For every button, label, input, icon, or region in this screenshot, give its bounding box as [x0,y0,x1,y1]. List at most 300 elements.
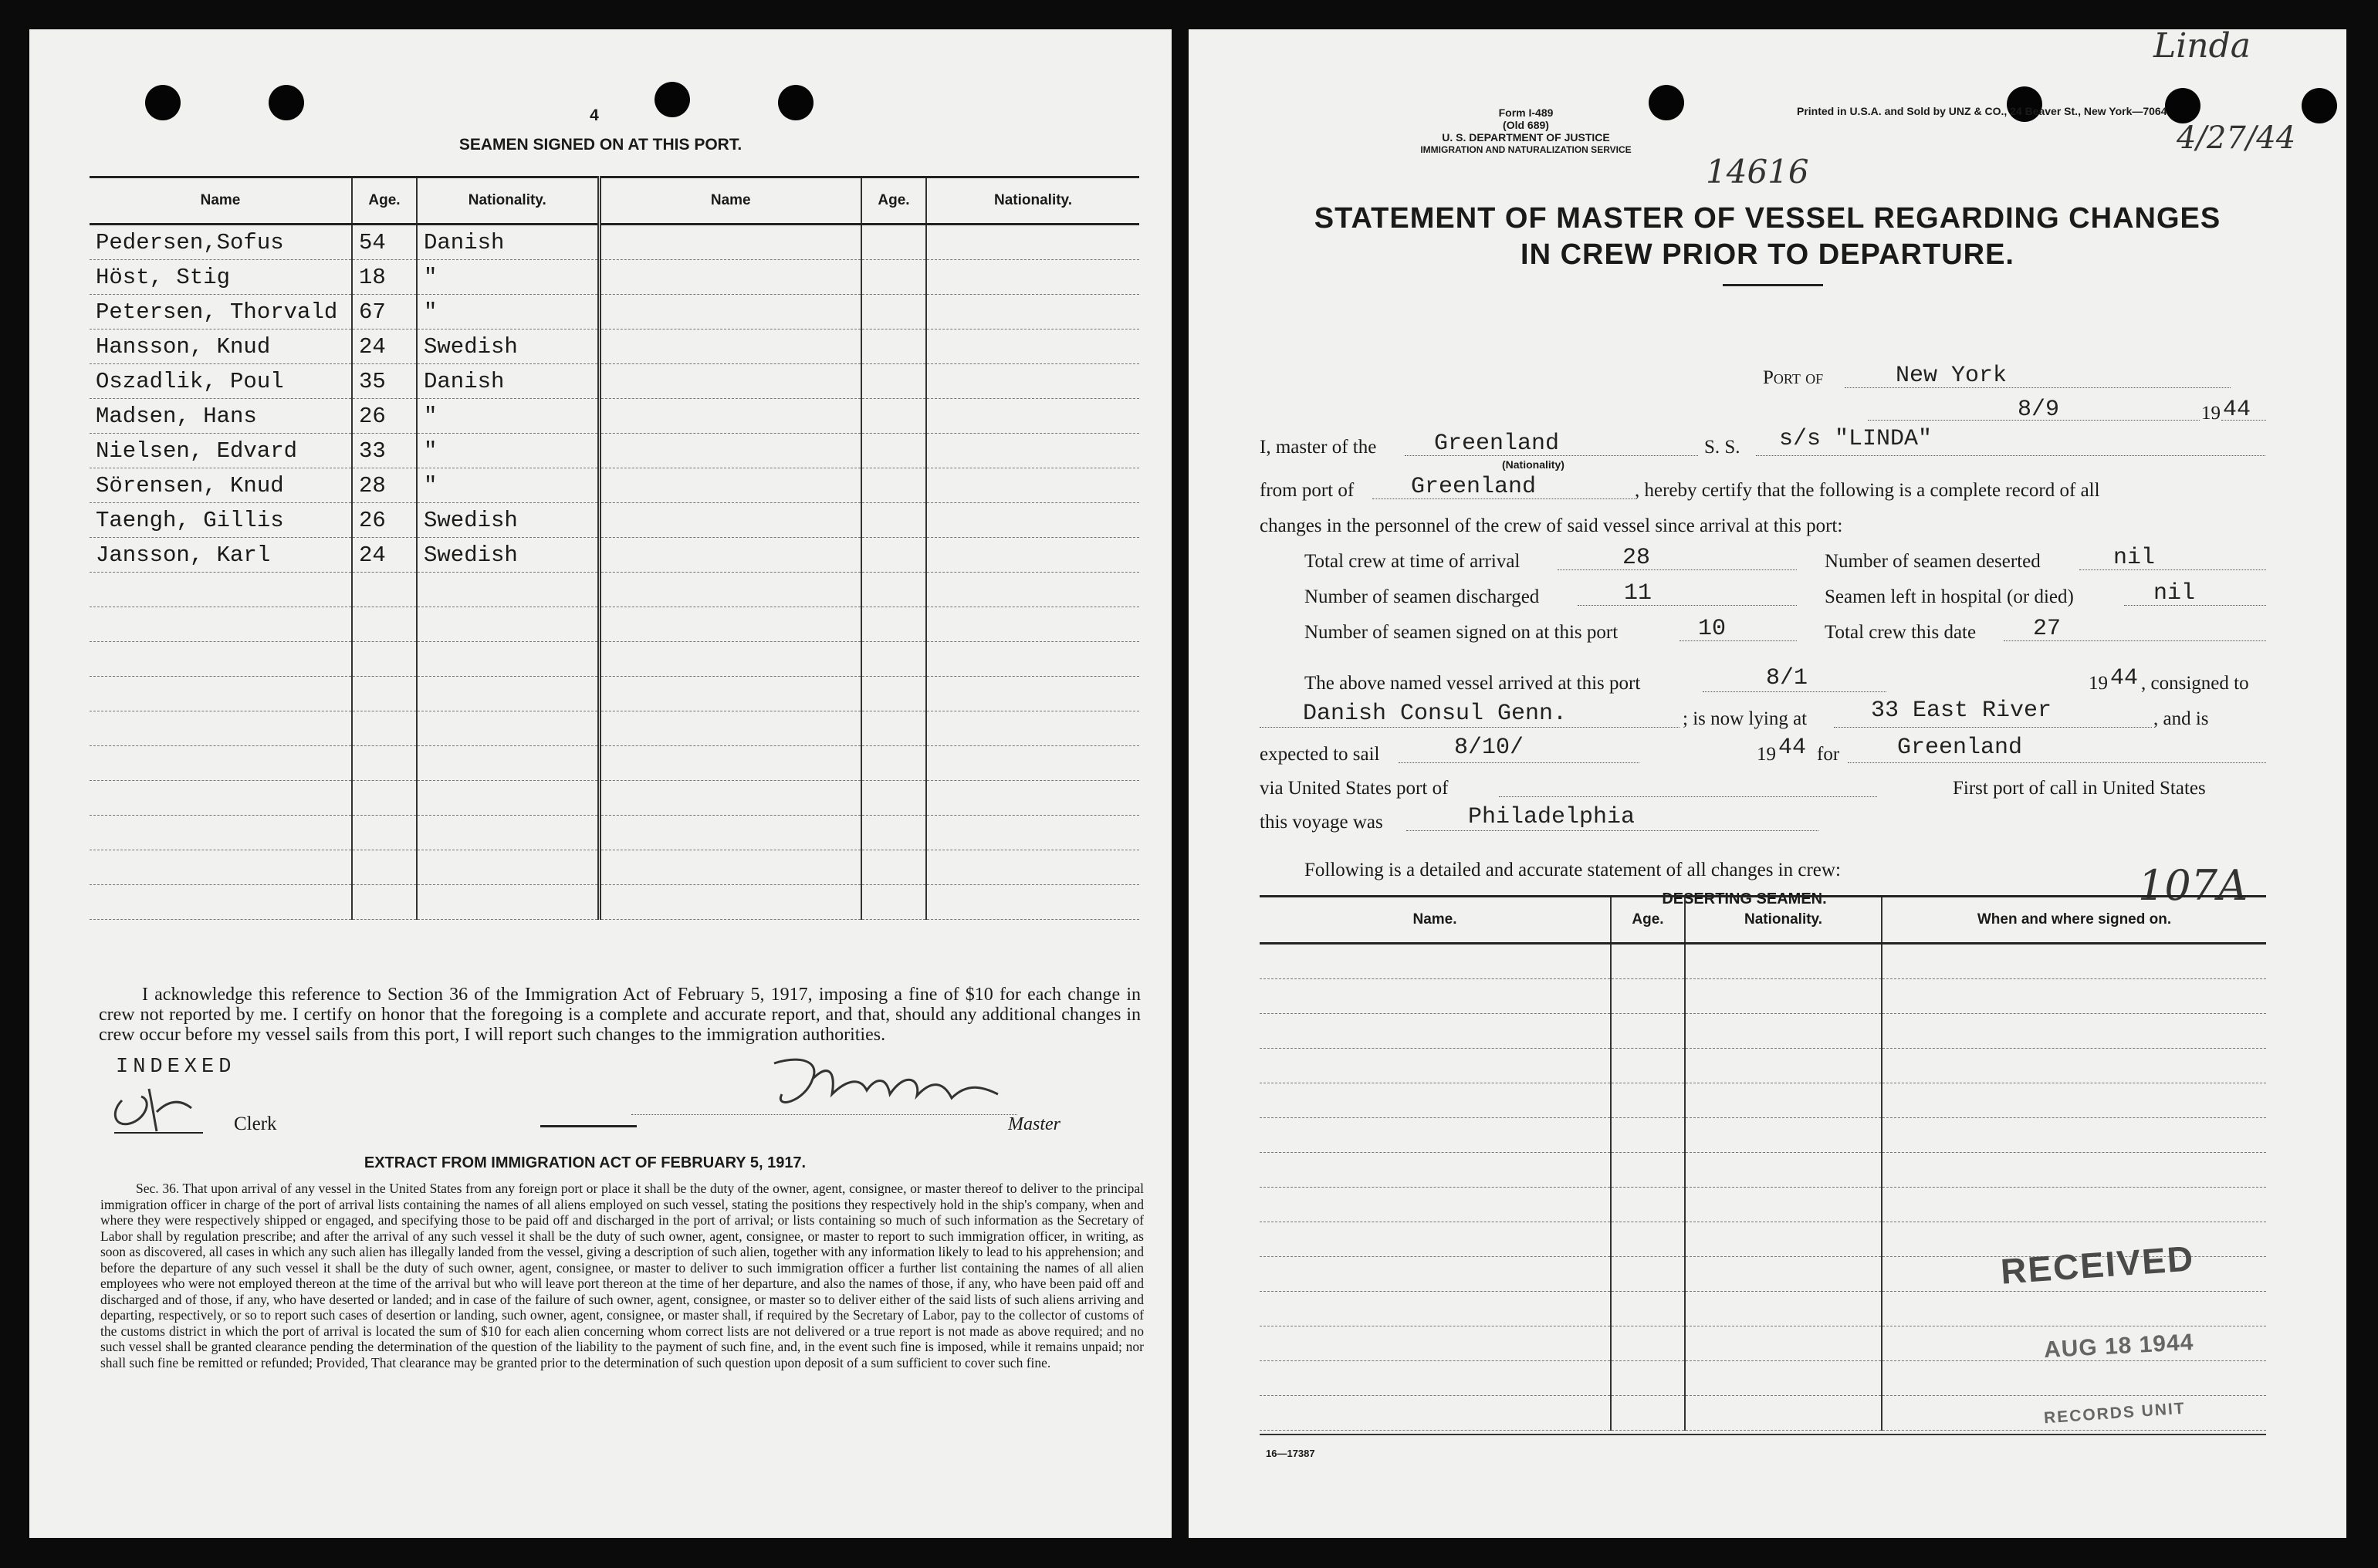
year-line [2221,420,2266,421]
table-row [90,642,1139,677]
table-row [1260,1049,2266,1083]
seaman-name: Hansson, Knud [90,329,352,364]
seaman-nationality: Swedish [417,538,599,573]
empty-cell [1685,1396,1882,1431]
table-row [1260,1361,2266,1396]
empty-cell [417,850,599,885]
port-value: New York [1896,363,2008,389]
seaman-name: Nielsen, Edvard [90,434,352,468]
col-when-where: When and where signed on. [1882,897,2266,944]
empty-cell [926,503,1139,538]
empty-cell [926,677,1139,711]
empty-cell [1260,1396,1611,1431]
for-label: for [1817,744,1840,765]
empty-cell [1685,1361,1882,1396]
clerk-initials-signature [107,1077,207,1139]
empty-cell [352,885,417,920]
received-stamp: RECEIVED [1999,1238,2196,1292]
from-port-value: Greenland [1411,474,1537,500]
empty-cell [1260,944,1611,979]
sail-year-prefix: 19 [1757,744,1776,765]
table-row [90,468,1139,503]
empty-cell [599,329,861,364]
empty-cell [861,295,926,329]
table-row [90,399,1139,434]
date-value: 8/9 [2018,397,2060,423]
lying-label: ; is now lying at [1683,708,1808,729]
empty-cell [599,225,861,260]
empty-cell [1260,1014,1611,1049]
empty-cell [861,260,926,295]
empty-cell [861,225,926,260]
col-name: Name [90,177,352,225]
empty-cell [861,607,926,642]
voyage-line [1406,830,1818,831]
handwritten-code: 107A [2138,861,2248,910]
empty-cell [1611,1222,1685,1257]
empty-cell [417,607,599,642]
total-date-value: 27 [2033,616,2062,642]
empty-cell [1611,944,1685,979]
total-arrival-value: 28 [1622,545,1651,571]
empty-cell [1260,1049,1611,1083]
empty-cell [599,642,861,677]
empty-cell [1611,1153,1685,1188]
empty-cell [861,816,926,850]
empty-cell [861,677,926,711]
empty-cell [1685,1083,1882,1118]
empty-cell [1611,1326,1685,1361]
empty-cell [1685,1188,1882,1222]
empty-cell [861,329,926,364]
form-title [1189,201,2346,273]
discharged-line [1578,605,1797,606]
empty-cell [1882,1361,2266,1396]
empty-cell [1685,944,1882,979]
empty-cell [599,781,861,816]
empty-cell [1611,1014,1685,1049]
signed-on-line [1679,640,1797,641]
empty-cell [417,711,599,746]
table-row [1260,1014,2266,1049]
empty-cell [1685,1014,1882,1049]
seaman-name: Petersen, Thorvald [90,295,352,329]
table-row [90,816,1139,850]
empty-cell [1882,944,2266,979]
seaman-name: Pedersen,Sofus [90,225,352,260]
empty-cell [1611,1396,1685,1431]
table-row [90,538,1139,573]
table-row [90,677,1139,711]
empty-cell [861,573,926,607]
lying-line [1834,727,2152,728]
nationality-value: Greenland [1434,431,1560,457]
deserted-label: Number of seamen deserted [1825,551,2041,572]
signed-on-value: 10 [1698,616,1727,642]
corner-date: 4/27/44 [2177,120,2296,156]
extract-text: Sec. 36. That upon arrival of any vessel in the United States from any foreign port or place it shall be the duty of the owner, agent, consignee, or master thereof to deliver to the principal immigration officer in charge of the port of arrival lists containing the names of all aliens employed on such vessel, stating the positions they respectively hold in the ship's company, when and where they were respectively shipped or engaged, and specifying those to be paid off and discharged in the port of arrival; or lists containing so much of such information as the Secretary of Labor shall by regulation prescribe; and after the arrival of any such vessel it shall be the duty of such owner, agent, consignee, or master to report to such immigration officer, in writing, as soon as discovered, all cases in which any such alien has illegally landed from the vessel, giving a description of such alien, together with any information likely to lead to his apprehension; and before the departure of any such vessel it shall be the duty of such owner, agent, consignee, or master to deliver to such immigration officer a further list containing the names of all alien employees who were not employed thereon at the time of the arrival but who will leave port thereon at the time of her departure, and also the names of those, if any, who have been paid off and discharged and of those, if any, who have deserted or landed; and in case of the failure of such owner, agent, consignee, or master so to deliver either of the said lists of such aliens arriving and departing, respectively, or so to report such cases of desertion or landing, such owner, agent, consignee, or master shall, if required by the Secretary of Labor, pay to the collector of customs of the customs district in which the port of arrival is located the sum of $10 for each alien concerning whom correct lists are not delivered or a true report is not made as above required; and no such vessel shall be granted clearance pending the determination of the question of the liability to the payment of such fine, and, in the event such fine is imposed, while it remains unpaid; nor shall such fine be remitted or refunded; Provided, That clearance may be granted prior to the determination of such question upon deposit of a sum sufficient to cover such fine. [100,1181,1144,1370]
arrived-year-prefix: 19 [2089,673,2108,694]
empty-cell [926,329,1139,364]
punch-hole [778,85,814,120]
from-port-label: from port of [1260,480,1355,501]
empty-cell [1260,1222,1611,1257]
hospital-value: nil [2153,580,2196,607]
deserted-value: nil [2113,545,2156,571]
empty-cell [599,434,861,468]
empty-cell [1260,1083,1611,1118]
empty-cell [90,642,352,677]
empty-cell [1882,1118,2266,1153]
empty-cell [926,434,1139,468]
empty-cell [90,746,352,781]
year-prefix: 19 [2201,403,2221,424]
seaman-name: Taengh, Gillis [90,503,352,538]
empty-cell [926,573,1139,607]
table-row [1260,944,2266,979]
empty-cell [1882,1188,2266,1222]
seaman-nationality: " [417,468,599,503]
empty-cell [599,468,861,503]
seaman-nationality: Swedish [417,503,599,538]
table-row [90,885,1139,920]
following-text: Following is a detailed and accurate statement of all changes in crew: [1304,860,1841,880]
empty-cell [90,885,352,920]
table-row [90,850,1139,885]
empty-cell [1882,1083,2266,1118]
total-arrival-label: Total crew at time of arrival [1304,551,1520,572]
empty-cell [417,816,599,850]
table-row [90,329,1139,364]
empty-cell [861,850,926,885]
empty-cell [1882,1153,2266,1188]
table-row [90,503,1139,538]
empty-cell [599,850,861,885]
total-arrival-line [1558,569,1797,570]
empty-cell [1260,1361,1611,1396]
right-page [1189,26,2346,1538]
seaman-nationality: " [417,295,599,329]
empty-cell [90,816,352,850]
table-row [90,607,1139,642]
empty-cell [1685,1222,1882,1257]
empty-cell [1685,1049,1882,1083]
nationality-caption: (Nationality) [1502,458,1564,471]
deserted-line [2079,569,2266,570]
arrived-year-value: 44 [2110,665,2139,691]
empty-cell [599,260,861,295]
empty-cell [599,295,861,329]
table-row [90,364,1139,399]
section-title: SEAMEN SIGNED ON AT THIS PORT. [458,136,742,154]
seaman-name: Sörensen, Knud [90,468,352,503]
empty-cell [1882,979,2266,1014]
col-age: Age. [1611,897,1685,944]
year-value: 44 [2223,397,2251,423]
empty-cell [861,468,926,503]
empty-cell [1685,1257,1882,1292]
acknowledgement-text: I acknowledge this reference to Section 36 of the Immigration Act of February 5, 1917, imposing a fine of $10 for each change in crew not reported by me. I certify on honor that the foregoing is a complete and accurate report, and that, should any additional changes in crew occur before my vessel sails from this port, I will report such changes to the immigration authorities. [99,985,1141,1045]
empty-cell [1685,1326,1882,1361]
empty-cell [90,677,352,711]
empty-cell [1260,1326,1611,1361]
empty-cell [1882,1049,2266,1083]
empty-cell [352,607,417,642]
empty-cell [861,885,926,920]
received-date: AUG 18 1944 [2043,1329,2195,1364]
empty-cell [352,816,417,850]
arrived-label: The above named vessel arrived at this port [1304,673,1641,694]
discharged-label: Number of seamen discharged [1304,586,1540,607]
hospital-label: Seamen left in hospital (or died) [1825,586,2074,607]
seaman-age: 33 [352,434,417,468]
empty-cell [1260,1292,1611,1326]
table-row [90,295,1139,329]
table-row [1260,1188,2266,1222]
form-footer: 16—17387 [1266,1448,1315,1459]
ship-value: s/s "LINDA" [1779,426,1933,452]
form-id: Form I-489 [1498,106,1554,119]
empty-cell [1611,1049,1685,1083]
table-row [1260,1153,2266,1188]
seaman-age: 24 [352,538,417,573]
empty-cell [1260,1153,1611,1188]
empty-cell [417,885,599,920]
seaman-age: 28 [352,468,417,503]
empty-cell [1611,1118,1685,1153]
voyage-value: Philadelphia [1468,804,1636,830]
empty-cell [417,642,599,677]
empty-cell [926,850,1139,885]
empty-cell [90,573,352,607]
empty-cell [861,503,926,538]
via-label: via United States port of [1260,778,1449,799]
printer-note: Printed in U.S.A. and Sold by UNZ & CO., 24 Beaver St., New York—7064 [1797,105,2167,117]
empty-cell [861,711,926,746]
empty-cell [1685,1292,1882,1326]
seamen-signed-table [90,176,1139,920]
empty-cell [926,364,1139,399]
empty-cell [926,607,1139,642]
empty-cell [90,711,352,746]
handwritten-number: 14616 [1706,153,1809,191]
discharged-value: 11 [1624,580,1652,607]
empty-cell [861,746,926,781]
title-line-1: STATEMENT OF MASTER OF VESSEL REGARDING CHANGES [1314,202,2221,235]
empty-cell [352,711,417,746]
empty-cell [1611,1257,1685,1292]
punch-hole [2165,88,2200,123]
clerk-label: Clerk [234,1113,277,1134]
rule [540,1125,637,1127]
seaman-nationality: " [417,399,599,434]
indexed-stamp: INDEXED [116,1056,236,1079]
empty-cell [926,399,1139,434]
empty-cell [1611,1083,1685,1118]
col-nationality-2: Nationality. [926,177,1139,225]
empty-cell [926,642,1139,677]
seaman-name: Madsen, Hans [90,399,352,434]
empty-cell [1260,979,1611,1014]
signed-on-label: Number of seamen signed on at this port [1304,622,1619,643]
empty-cell [926,468,1139,503]
empty-cell [599,399,861,434]
table-row [90,573,1139,607]
voyage-label: this voyage was [1260,812,1383,833]
consignee-value: Danish Consul Genn. [1303,701,1568,727]
empty-cell [352,781,417,816]
empty-cell [926,711,1139,746]
consignee-line [1260,727,1679,728]
and-is-label: , and is [2153,708,2209,729]
table-header [90,177,1139,225]
extract-title: EXTRACT FROM IMMIGRATION ACT OF FEBRUARY 5, 1917. [364,1154,807,1171]
records-unit-stamp: RECORDS UNIT [2043,1399,2187,1428]
empty-cell [926,885,1139,920]
punch-hole [269,85,304,120]
changes-text: changes in the personnel of the crew of said vessel since arrival at this port: [1260,515,1843,536]
table-row [90,225,1139,260]
empty-cell [1882,1292,2266,1326]
ship-line [1756,455,2265,456]
seaman-age: 54 [352,225,417,260]
form-old: (Old 689) [1503,119,1549,131]
empty-cell [599,538,861,573]
empty-cell [861,781,926,816]
seaman-nationality: " [417,260,599,295]
empty-cell [861,434,926,468]
via-line [1499,796,1877,797]
sail-label: expected to sail [1260,744,1380,765]
service: IMMIGRATION AND NATURALIZATION SERVICE [1420,144,1632,155]
empty-cell [861,399,926,434]
empty-cell [599,573,861,607]
empty-cell [599,746,861,781]
seaman-age: 24 [352,329,417,364]
empty-cell [417,573,599,607]
table-row [90,781,1139,816]
empty-cell [1685,1153,1882,1188]
empty-cell [599,607,861,642]
empty-cell [861,538,926,573]
seaman-name: Oszadlik, Poul [90,364,352,399]
empty-cell [1685,979,1882,1014]
seaman-nationality: Danish [417,225,599,260]
empty-cell [861,642,926,677]
footer-rule [1260,1434,2266,1435]
form-header [1391,106,1661,156]
certify-text: , hereby certify that the following is a complete record of all [1635,480,2100,501]
empty-cell [926,225,1139,260]
left-page [29,29,1172,1538]
seaman-name: Jansson, Karl [90,538,352,573]
col-name-2: Name [599,177,861,225]
seaman-age: 18 [352,260,417,295]
empty-cell [926,295,1139,329]
empty-cell [599,885,861,920]
empty-cell [417,746,599,781]
col-name: Name. [1260,897,1611,944]
consigned-label: , consigned to [2141,673,2249,694]
empty-cell [926,781,1139,816]
seaman-age: 67 [352,295,417,329]
empty-cell [599,677,861,711]
empty-cell [352,850,417,885]
punch-hole [655,82,690,117]
table-row [90,434,1139,468]
title-line-2: IN CREW PRIOR TO DEPARTURE. [1520,238,2014,271]
port-label: Port of [1763,367,1824,388]
total-date-label: Total crew this date [1825,622,1977,643]
empty-cell [1260,1188,1611,1222]
seaman-nationality: Swedish [417,329,599,364]
seaman-age: 26 [352,503,417,538]
ss-label: S. S. [1704,437,1740,458]
empty-cell [926,816,1139,850]
first-port-label: First port of call in United States [1953,778,2206,799]
lying-value: 33 East River [1871,698,2052,724]
empty-cell [1611,1292,1685,1326]
seaman-age: 35 [352,364,417,399]
table-header [1260,897,2266,944]
arrived-value: 8/1 [1766,665,1808,691]
empty-cell [599,503,861,538]
punch-hole [2302,88,2337,123]
empty-cell [90,607,352,642]
table-row [90,260,1139,295]
punch-hole [145,85,181,120]
table-row [1260,1083,2266,1118]
master-of-label: I, master of the [1260,437,1377,458]
empty-cell [417,781,599,816]
empty-cell [352,677,417,711]
empty-cell [599,816,861,850]
signature-line [631,1114,1017,1115]
empty-cell [599,364,861,399]
sail-year-value: 44 [1778,735,1807,761]
corner-handwriting: Linda [2153,26,2251,66]
table-row [90,746,1139,781]
empty-cell [90,850,352,885]
empty-cell [926,260,1139,295]
deserting-title: DESERTING SEAMEN. [1662,890,1827,907]
col-nationality: Nationality. [417,177,599,225]
empty-cell [352,642,417,677]
empty-cell [926,746,1139,781]
col-age: Age. [352,177,417,225]
col-nationality: Nationality. [1685,897,1882,944]
empty-cell [1611,1188,1685,1222]
empty-cell [352,746,417,781]
table-row [1260,1118,2266,1153]
table-row [1260,979,2266,1014]
empty-cell [1260,1118,1611,1153]
empty-cell [1685,1118,1882,1153]
table-row [90,711,1139,746]
master-signature [751,1048,1037,1125]
master-label: Master [1008,1114,1060,1134]
empty-cell [1611,979,1685,1014]
empty-cell [1260,1257,1611,1292]
empty-cell [926,538,1139,573]
arrived-line [1703,691,1886,692]
empty-cell [861,364,926,399]
seaman-nationality: " [417,434,599,468]
table-row [1260,1292,2266,1326]
for-value: Greenland [1897,735,2023,761]
seaman-nationality: Danish [417,364,599,399]
for-line [1848,762,2266,763]
